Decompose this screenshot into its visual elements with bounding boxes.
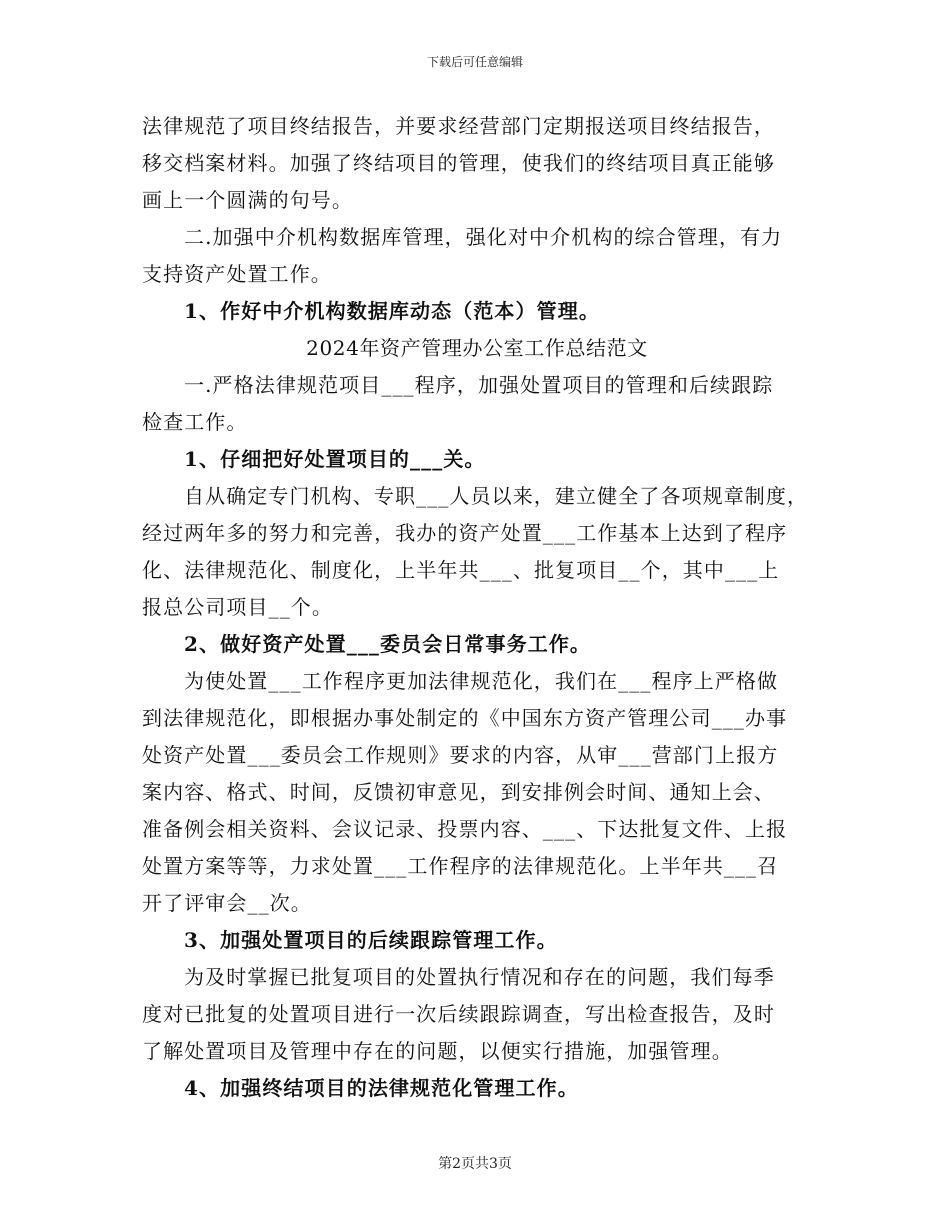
body-line: 案内容、格式、时间，反馈初审意见，到安排例会时间、通知上会、	[142, 780, 775, 804]
body-line: 法律规范了项目终结报告，并要求经营部门定期报送项目终结报告，	[142, 114, 775, 138]
section-heading: 一.严格法律规范项目___程序，加强处置项目的管理和后续跟踪	[184, 373, 774, 397]
body-line: 报总公司项目__个。	[142, 595, 333, 619]
body-line: 经过两年多的努力和完善，我办的资产处置___工作基本上达到了程序	[142, 521, 788, 545]
body-line: 开了评审会__次。	[142, 891, 312, 915]
body-line: 画上一个圆满的句号。	[142, 188, 353, 212]
subheading: 4、加强终结项目的法律规范化管理工作。	[184, 1076, 579, 1100]
body-line: 检查工作。	[142, 410, 248, 434]
body-line: 处资产处置___委员会工作规则》要求的内容，从审___营部门上报方	[142, 743, 779, 767]
body-line: 移交档案材料。加强了终结项目的管理，使我们的终结项目真正能够	[142, 151, 775, 175]
page-number: 第2页共3页	[438, 1156, 512, 1172]
subheading: 1、作好中介机构数据库动态（范本）管理。	[184, 299, 600, 323]
body-line: 了解处置项目及管理中存在的问题，以便实行措施，加强管理。	[142, 1039, 733, 1063]
body-line: 准备例会相关资料、会议记录、投票内容、___、下达批复文件、上报	[142, 817, 788, 841]
section-heading: 二.加强中介机构数据库管理，强化对中介机构的综合管理，有力	[184, 225, 783, 249]
document-body	[142, 108, 812, 1107]
page-header-note: 下载后可任意编辑	[426, 55, 523, 69]
body-line: 自从确定专门机构、专职___人员以来，建立健全了各项规章制度，	[184, 484, 809, 508]
body-line: 化、法律规范化、制度化，上半年共___、批复项目__个，其中___上	[142, 558, 780, 582]
document-title: 2024年资产管理办公室工作总结范文	[306, 336, 648, 360]
subheading: 3、加强处置项目的后续跟踪管理工作。	[184, 928, 558, 952]
body-line: 到法律规范化，即根据办事处制定的《中国东方资产管理公司___办事	[142, 706, 788, 730]
body-line: 为及时掌握已批复项目的处置执行情况和存在的问题，我们每季	[184, 965, 775, 989]
body-line: 处置方案等等，力求处置___工作程序的法律规范化。上半年共___召	[142, 854, 779, 878]
body-line: 支持资产处置工作。	[142, 262, 332, 286]
body-line: 为使处置___工作程序更加法律规范化，我们在___程序上严格做	[184, 669, 779, 693]
subheading: 2、做好资产处置___委员会日常事务工作。	[184, 632, 592, 656]
subheading: 1、仔细把好处置项目的___关。	[184, 447, 486, 471]
body-line: 度对已批复的处置项目进行一次后续跟踪调查，写出检查报告，及时	[142, 1002, 775, 1026]
